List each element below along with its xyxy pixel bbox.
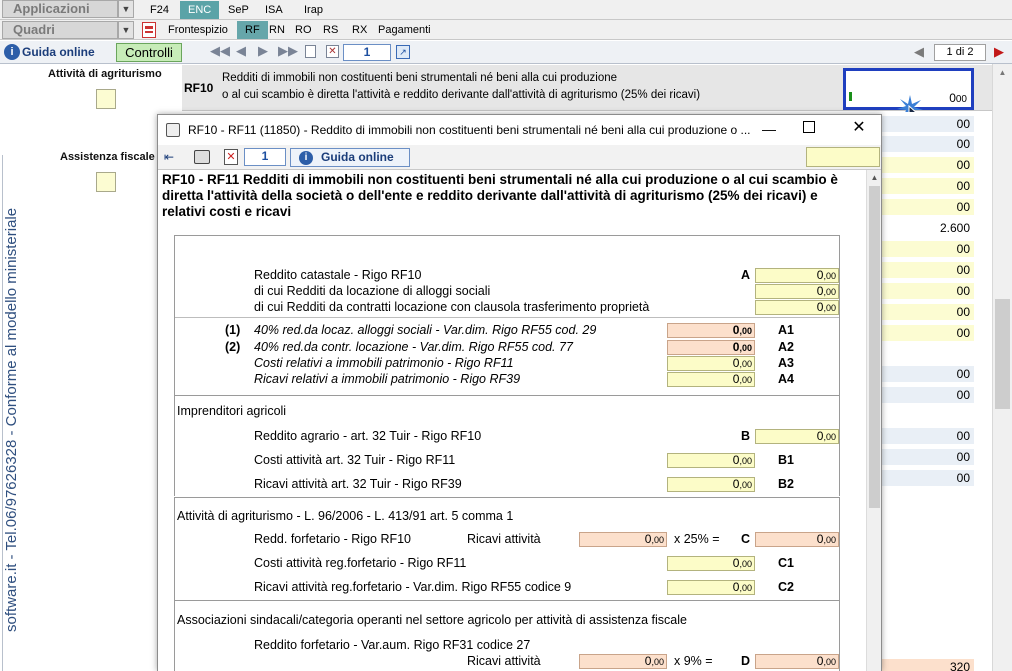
tab-ro[interactable]: RO bbox=[295, 24, 312, 36]
guida-online-label: Guida online bbox=[321, 150, 394, 164]
section-title: Associazioni sindacali/categoria operanti nel settore agricolo per attività di assistenza fiscale bbox=[177, 613, 687, 627]
row-label: Ricavi relativi a immobili patrimonio - Rigo RF39 bbox=[254, 372, 521, 386]
row-label: 40% red.da locaz. alloggi sociali - Var.dim. Rigo RF55 cod. 29 bbox=[254, 323, 597, 337]
row-value[interactable]: 00 bbox=[882, 199, 974, 215]
row-value[interactable]: 00 bbox=[882, 387, 974, 403]
tab-rf[interactable]: RF bbox=[237, 21, 268, 39]
guida-online-button[interactable]: Guida online bbox=[22, 45, 95, 59]
a1-field[interactable]: 0,00 bbox=[667, 323, 755, 338]
tab-sep[interactable]: SeP bbox=[228, 4, 249, 16]
reddito-agrario-field[interactable]: 0,00 bbox=[755, 429, 839, 444]
row-letter: A1 bbox=[778, 323, 794, 337]
dialog-guida-online-button[interactable] bbox=[290, 148, 410, 167]
section-agriturismo bbox=[174, 497, 840, 601]
print-icon[interactable] bbox=[194, 150, 210, 164]
row-letter: C1 bbox=[778, 556, 794, 570]
row-value[interactable]: 00 bbox=[882, 449, 974, 465]
dialog-heading: RF10 - RF11 Redditi di immobili non costituenti beni strumentali né alla cui produzione o al cui scambio è diretta l'attività della società o dell'ente e reddito derivante dall'attività di agriturismo (25% dei ricavi) e relativi costi e ricavi bbox=[162, 172, 838, 219]
navigation-toolbar bbox=[0, 41, 1012, 64]
row-letter: A2 bbox=[778, 340, 794, 354]
row-letter: B2 bbox=[778, 477, 794, 491]
new-page-icon[interactable] bbox=[305, 45, 316, 58]
rf10-code: RF10 bbox=[184, 81, 214, 95]
ricavi-agriturismo-field[interactable]: 0,00 bbox=[579, 532, 667, 547]
section-title: Imprenditori agricoli bbox=[177, 404, 287, 418]
tab-rx[interactable]: RX bbox=[352, 24, 368, 36]
row-label: Costi relativi a immobili patrimonio - Rigo RF11 bbox=[254, 356, 514, 370]
goto-page-icon[interactable]: ↗ bbox=[396, 45, 410, 59]
divider bbox=[175, 317, 839, 318]
row-letter: A3 bbox=[778, 356, 794, 370]
tab-frontespizio[interactable]: Frontespizio bbox=[168, 24, 228, 36]
assistenza-label: Assistenza fiscale bbox=[60, 151, 155, 163]
ricavi-assistenza-field[interactable]: 0,00 bbox=[579, 654, 667, 669]
scroll-up-icon[interactable]: ▲ bbox=[998, 68, 1007, 77]
dialog-yellow-field[interactable] bbox=[806, 147, 880, 167]
assistenza-checkbox[interactable] bbox=[96, 172, 116, 192]
row-value[interactable]: 00 bbox=[882, 428, 974, 444]
row-value[interactable]: 00 bbox=[882, 283, 974, 299]
rf10-row bbox=[182, 65, 992, 111]
exit-icon[interactable]: ⇤ bbox=[164, 150, 175, 164]
section-associazioni bbox=[174, 601, 840, 671]
reddito-catastale-field[interactable]: 0,00 bbox=[755, 268, 839, 283]
row-number: (1) bbox=[225, 323, 241, 337]
page-number-field[interactable]: 1 bbox=[343, 44, 391, 61]
row-label: Ricavi attività bbox=[467, 532, 541, 546]
row-letter: C2 bbox=[778, 580, 794, 594]
row-letter: A bbox=[741, 268, 751, 282]
pdf-icon[interactable] bbox=[142, 22, 156, 38]
section-title: Attività di agriturismo - L. 96/2006 - L. 413/91 art. 5 comma 1 bbox=[177, 509, 514, 523]
row-value[interactable]: 00 bbox=[882, 470, 974, 486]
page-of-indicator: 1 di 2 bbox=[934, 44, 986, 61]
minimize-button[interactable]: — bbox=[762, 121, 776, 137]
chevron-down-icon[interactable]: ▼ bbox=[118, 0, 134, 18]
alloggi-sociali-field[interactable]: 0,00 bbox=[755, 284, 839, 299]
row-label: Costi attività art. 32 Tuir - Rigo RF11 bbox=[254, 453, 456, 467]
dialog-toolbar bbox=[158, 145, 881, 170]
row-label: Reddito agrario - art. 32 Tuir - Rigo RF10 bbox=[254, 429, 482, 443]
maximize-button[interactable] bbox=[803, 121, 815, 133]
tab-rs[interactable]: RS bbox=[323, 24, 339, 36]
rf10-rf11-dialog bbox=[157, 114, 882, 671]
c2-field[interactable]: 0,00 bbox=[667, 580, 755, 595]
row-label: di cui Redditi da contratti locazione con clausola trasferimento proprietà bbox=[254, 300, 650, 314]
clausola-trasferimento-field[interactable]: 0,00 bbox=[755, 300, 839, 315]
next-page-icon[interactable]: ▶ bbox=[258, 43, 268, 58]
row-label: 40% red.da contr. locazione - Var.dim. Rigo RF55 cod. 77 bbox=[254, 340, 573, 354]
top-toolbar-row1 bbox=[0, 0, 1012, 20]
row-letter: C bbox=[741, 532, 751, 546]
row-letter: B bbox=[741, 429, 751, 443]
row-letter: A4 bbox=[778, 372, 794, 386]
row-label: Redd. forfetario - Rigo RF10 bbox=[254, 532, 412, 546]
row-label: Ricavi attività art. 32 Tuir - Rigo RF39 bbox=[254, 477, 462, 491]
rf10-description-line1: Redditi di immobili non costituenti beni strumentali né beni alla cui produzione bbox=[222, 72, 618, 84]
c-field[interactable]: 0,00 bbox=[755, 532, 839, 547]
dialog-page-field[interactable]: 1 bbox=[244, 148, 286, 166]
row-letter: D bbox=[741, 654, 751, 668]
scroll-up-icon[interactable]: ▲ bbox=[870, 173, 879, 182]
b1-field[interactable]: 0,00 bbox=[667, 453, 755, 468]
row-label: Ricavi attività bbox=[467, 654, 541, 668]
row-letter: B1 bbox=[778, 453, 794, 467]
left-panel bbox=[0, 65, 182, 671]
section-catastale bbox=[174, 235, 840, 396]
tab-f24[interactable]: F24 bbox=[150, 4, 169, 16]
multiplier-label: x 25% = bbox=[674, 532, 720, 546]
info-icon: i bbox=[299, 151, 313, 165]
main-scrollbar[interactable] bbox=[992, 64, 1012, 671]
a3-field[interactable]: 0,00 bbox=[667, 356, 755, 371]
row-value[interactable]: 00 bbox=[882, 262, 974, 278]
row-number: (2) bbox=[225, 340, 241, 354]
row-label: Ricavi attività reg.forfetario - Var.dim. Rigo RF55 codice 9 bbox=[254, 580, 572, 594]
dialog-scrollbar[interactable] bbox=[866, 170, 881, 671]
prev-page-icon[interactable]: ◀ bbox=[914, 44, 924, 59]
delete-page-icon[interactable]: ✕ bbox=[326, 45, 339, 58]
row-value[interactable]: 00 bbox=[882, 325, 974, 341]
controlli-button[interactable]: Controlli bbox=[116, 43, 182, 62]
cursor-icon bbox=[849, 92, 852, 101]
agriturismo-label: Attività di agriturismo bbox=[48, 68, 162, 80]
scroll-thumb[interactable] bbox=[995, 299, 1010, 409]
agriturismo-checkbox[interactable] bbox=[96, 89, 116, 109]
tab-enc[interactable]: ENC bbox=[180, 1, 219, 19]
row-label: Costi attività reg.forfetario - Rigo RF11 bbox=[254, 556, 467, 570]
first-page-icon[interactable]: ◀◀ bbox=[210, 43, 230, 58]
last-page-icon[interactable]: ▶▶ bbox=[278, 43, 298, 58]
row-value[interactable]: 00 bbox=[882, 241, 974, 257]
c1-field[interactable]: 0,00 bbox=[667, 556, 755, 571]
row-value[interactable]: 00 bbox=[882, 178, 974, 194]
scroll-thumb[interactable] bbox=[869, 186, 880, 508]
row-label: Reddito catastale - Rigo RF10 bbox=[254, 268, 422, 282]
dialog-title: RF10 - RF11 (11850) - Reddito di immobili non costituenti beni strumentali né beni alla cui produzione o ... bbox=[188, 123, 751, 137]
row-label: Reddito forfetario - Var.aum. Rigo RF31 codice 27 bbox=[254, 638, 531, 652]
tab-isa[interactable]: ISA bbox=[265, 4, 283, 16]
row-value[interactable]: 00 bbox=[882, 116, 974, 132]
multiplier-label: x 9% = bbox=[674, 654, 713, 668]
prev-page-icon[interactable]: ◀ bbox=[236, 43, 246, 58]
printer-icon bbox=[166, 123, 180, 137]
row-value[interactable]: 00 bbox=[882, 304, 974, 320]
rf10-description-line2: o al cui scambio è diretta l'attività e reddito derivante dall'attività di agriturismo (25% dei ricavi) bbox=[222, 89, 701, 101]
right-values-column bbox=[882, 112, 992, 671]
top-toolbar-row2 bbox=[0, 20, 1012, 40]
a2-field[interactable]: 0,00 bbox=[667, 340, 755, 355]
quadri-combo[interactable]: Quadri bbox=[2, 21, 118, 39]
b2-field[interactable]: 0,00 bbox=[667, 477, 755, 492]
dialog-body bbox=[158, 170, 866, 671]
section-imprenditori bbox=[174, 396, 840, 496]
row-value[interactable]: 00 bbox=[882, 366, 974, 382]
a4-field[interactable]: 0,00 bbox=[667, 372, 755, 387]
vertical-conformity-text: software.it - Tel.06/97626328 - Conforme al modello ministeriale bbox=[3, 207, 20, 632]
delete-icon[interactable]: ✕ bbox=[224, 149, 238, 165]
row-value[interactable]: 00 bbox=[882, 157, 974, 173]
tab-pagamenti[interactable]: Pagamenti bbox=[378, 24, 431, 36]
row-value[interactable]: 00 bbox=[882, 136, 974, 152]
close-button[interactable]: ✕ bbox=[852, 119, 866, 136]
row-value[interactable]: 320 bbox=[882, 659, 974, 671]
rf10-value: 000 bbox=[949, 91, 967, 105]
tab-rn[interactable]: RN bbox=[269, 24, 285, 36]
d-field[interactable]: 0,00 bbox=[755, 654, 839, 669]
info-icon[interactable]: i bbox=[4, 44, 20, 60]
next-page-icon[interactable]: ▶ bbox=[994, 44, 1004, 59]
row-value[interactable]: 2.600 bbox=[882, 220, 974, 236]
chevron-down-icon[interactable]: ▼ bbox=[118, 21, 134, 39]
tab-irap[interactable]: Irap bbox=[304, 4, 323, 16]
applications-combo[interactable]: Applicazioni bbox=[2, 0, 118, 18]
row-label: di cui Redditi da locazione di alloggi sociali bbox=[254, 284, 491, 298]
